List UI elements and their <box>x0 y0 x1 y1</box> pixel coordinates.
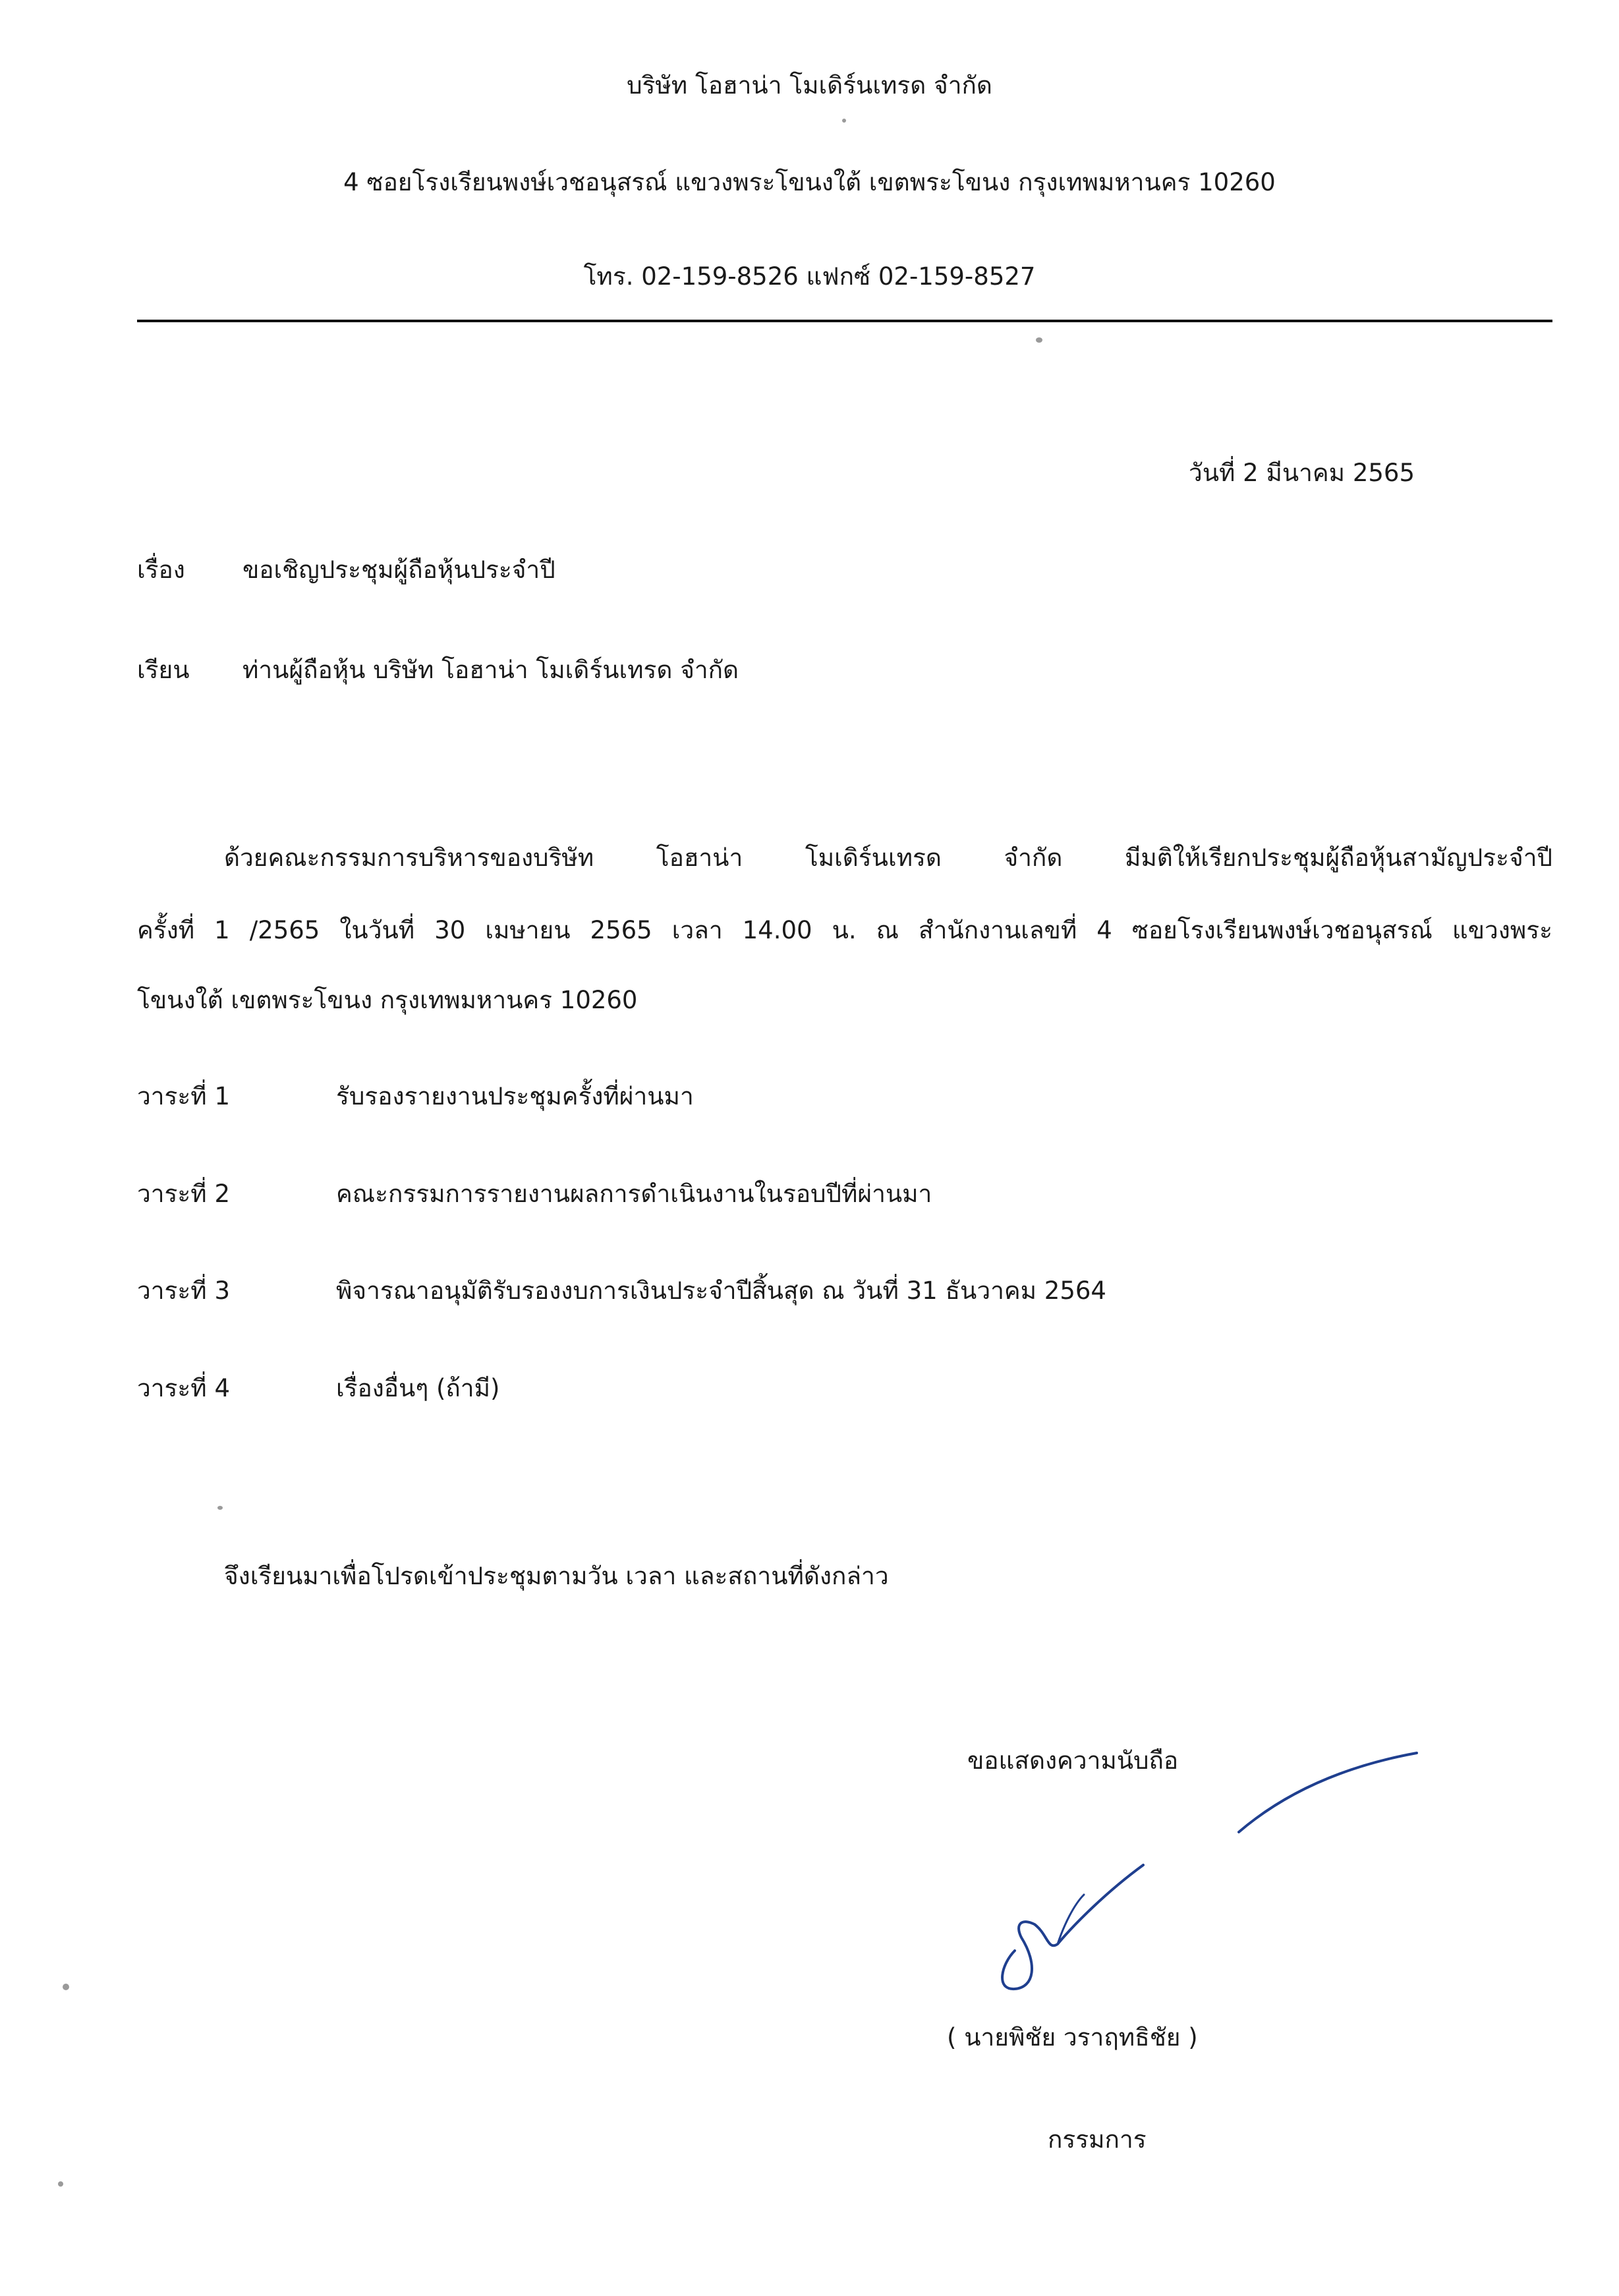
body-line-3: โขนงใต้ เขตพระโขนง กรุงเทพมหานคร 10260 <box>137 986 638 1014</box>
body-line-1: ด้วยคณะกรรมการบริหารของบริษัท โอฮาน่า โมเดิร์นเทรด จำกัด มีมติให้เรียกประชุมผู้ถือหุ้นสามัญประจำปี <box>224 844 1552 872</box>
header-divider <box>137 320 1552 322</box>
agenda-text-3: พิจารณาอนุมัติรับรองงบการเงินประจำปีสิ้นสุด ณ วันที่ 31 ธันวาคม 2564 <box>336 1277 1106 1305</box>
company-address: 4 ซอยโรงเรียนพงษ์เวชอนุสรณ์ แขวงพระโขนงใต้ เขตพระโขนง กรุงเทพมหานคร 10260 <box>343 168 1276 196</box>
scan-speck <box>1036 337 1042 343</box>
scan-speck <box>58 2181 63 2187</box>
agenda-label-1: วาระที่ 1 <box>137 1082 230 1110</box>
subject-label: เรื่อง <box>137 556 185 584</box>
recipient-text: ท่านผู้ถือหุ้น บริษัท โอฮาน่า โมเดิร์นเทรด จำกัด <box>242 656 739 684</box>
handwritten-signature <box>975 1727 1450 2003</box>
scan-speck <box>63 1984 69 1990</box>
letter-date: วันที่ 2 มีนาคม 2565 <box>1188 459 1415 487</box>
scan-speck <box>217 1506 223 1510</box>
agenda-label-4: วาระที่ 4 <box>137 1374 230 1402</box>
signer-position: กรรมการ <box>1048 2125 1147 2154</box>
closing-text: จึงเรียนมาเพื่อโปรดเข้าประชุมตามวัน เวลา และสถานที่ดังกล่าว <box>224 1562 889 1590</box>
agenda-label-3: วาระที่ 3 <box>137 1277 230 1305</box>
company-contact: โทร. 02-159-8526 แฟกซ์ 02-159-8527 <box>583 262 1036 291</box>
agenda-label-2: วาระที่ 2 <box>137 1180 230 1208</box>
subject-text: ขอเชิญประชุมผู้ถือหุ้นประจำปี <box>242 556 555 584</box>
signer-name: ( นายพิชัย วราฤทธิชัย ) <box>947 2023 1198 2052</box>
signoff-greeting: ขอแสดงความนับถือ <box>967 1746 1179 1775</box>
body-line-2: ครั้งที่ 1 /2565 ในวันที่ 30 เมษายน 2565 เวลา 14.00 น. ณ สำนักงานเลขที่ 4 ซอยโรงเรียนพงษ์เวชอนุสรณ์ แขวงพระ <box>137 916 1552 944</box>
agenda-text-2: คณะกรรมการรายงานผลการดำเนินงานในรอบปีที่ผ่านมา <box>336 1180 932 1208</box>
recipient-label: เรียน <box>137 656 190 684</box>
agenda-text-4: เรื่องอื่นๆ (ถ้ามี) <box>336 1374 500 1402</box>
agenda-text-1: รับรองรายงานประชุมครั้งที่ผ่านมา <box>336 1082 694 1110</box>
company-name: บริษัท โอฮาน่า โมเดิร์นเทรด จำกัด <box>627 71 992 100</box>
scan-speck <box>842 119 846 123</box>
